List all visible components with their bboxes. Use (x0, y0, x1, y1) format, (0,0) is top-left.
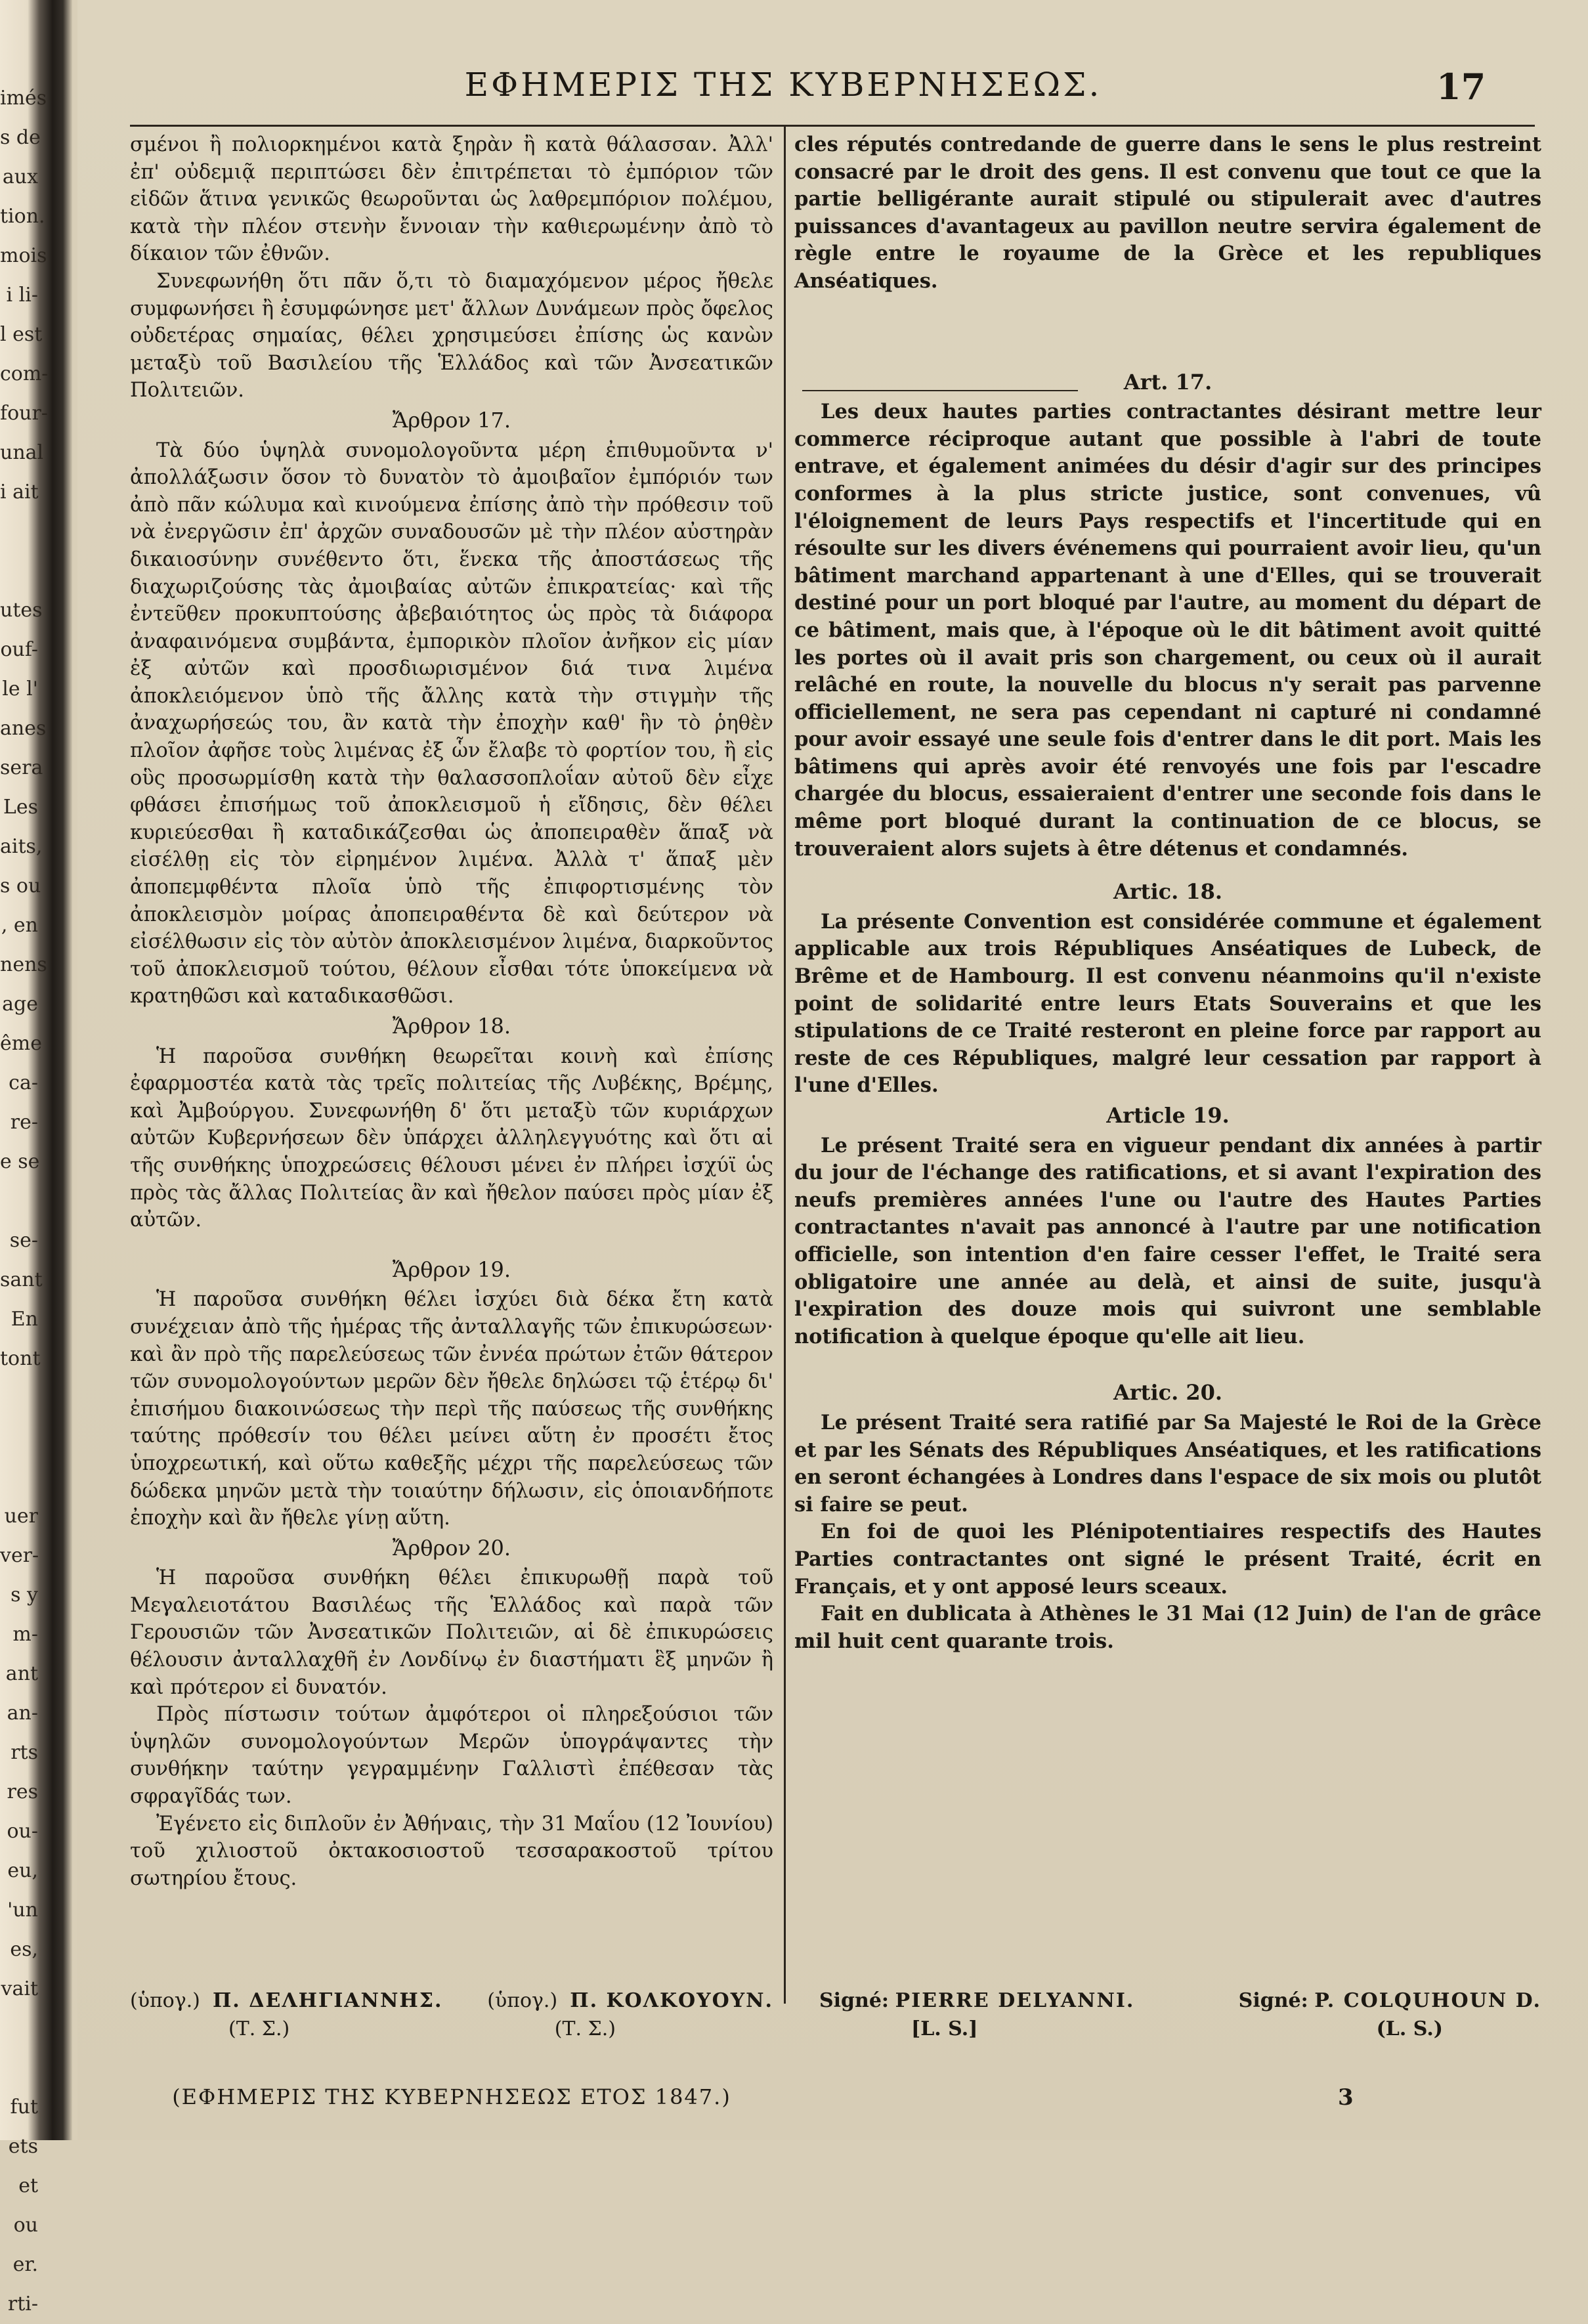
edge-fragment: se- (9, 1229, 38, 1252)
edge-fragment: four- (0, 402, 48, 425)
french-article-18-title: Artic. 18. (1113, 879, 1223, 905)
edge-fragment (0, 551, 38, 591)
greek-signatory-1: Π. ΔΕΛΗΓΙΑΝΝΗΣ. (212, 1989, 443, 2012)
column-divider (784, 126, 786, 2004)
edge-fragment (0, 1457, 38, 1497)
edge-fragment: ets (8, 2135, 38, 2158)
signature-number: 3 (1338, 2084, 1354, 2111)
french-article-20-title: Artic. 20. (1113, 1380, 1223, 1406)
edge-fragment: er. (12, 2253, 38, 2276)
edge-fragment: e se (0, 1150, 40, 1173)
edge-fragment: ême (0, 1032, 42, 1055)
edge-fragment: aux (2, 165, 38, 188)
french-seal-1: [L. S.] (911, 2017, 978, 2040)
french-article-20-paragraph-1: Le présent Traité sera ratifié par Sa Majesté le Roi de la Grèce et par les Sénats des Républiques Anséatiques, et les ratifications en seront échangées à Londres dans l'espace de six mois ou plutôt si faire se peut. (794, 1410, 1541, 1517)
edge-fragment: fut (10, 2096, 38, 2119)
greek-sign-label-1: (ὑπογ.) (130, 1989, 200, 2012)
french-article-17-text: Les deux hautes parties contractantes désirant mettre leur commerce réciproque autant que possible à l'abri de toute entrave, et également animées du désir d'agir sur des principes conformes à la plus stricte justice, sont convenues, vû l'éloignement de leurs Pays respectifs et l'incertitude qui en résoulte sur les divers événemens qui pourraient avoir lieu, qu'un bâtiment marchand appartenant à une d'Elles, qui se trouverait destiné pour un port bloqué par l'autre, au moment du départ de ce bâtiment, mais que, à l'époque où le dit bâtiment avoit quitté les portes où il avait pris son chargement, ou ceux où il aurait relâché en route, la nouvelle du blocus n'y serait pas parvenne officiellement, ne sera pas cependant ni capturé ni condamné pour avoir essayé une seule fois d'entrer dans le dit port. Mais les bâtimens qui après avoir été renvoyés une fois par l'escadre chargée du blocus, essaieraient d'entrer une seconde fois dans le même port bloqué durant la continuation de ce blocus, se trouveraient alors sujets à être détenus et condamnés. (794, 400, 1541, 861)
greek-seal-1: (Τ. Σ.) (228, 2017, 290, 2040)
greek-article-18-title: Ἄρθρον 18. (392, 1014, 511, 1039)
french-sign-label-1: Signé: (819, 1989, 890, 2012)
edge-fragment: s ou (0, 874, 41, 897)
edge-fragment: ver- (0, 1544, 39, 1567)
greek-signatory-2: Π. ΚΟΛΚΟΥΟΥΝ. (570, 1989, 773, 2012)
edge-fragment: imés (0, 87, 47, 110)
page-title: ΕΦΗΜΕΡΙΣ ΤΗΣ ΚΥΒΕΡΝΗΣΕΩΣ. (464, 66, 1102, 104)
french-seal-2: (L. S.) (1376, 2017, 1443, 2040)
edge-fragment: utes (0, 599, 43, 622)
greek-signatures (130, 1989, 773, 2040)
edge-fragment: sera (0, 756, 43, 779)
greek-article-18-text: Ἡ παροῦσα συνθήκη θεωρεῖται κοινὴ καὶ ἐπίσης ἐφαρμοστέα κατὰ τὰς τρεῖς πολιτείας τῆς Λυβέκης, Βρέμης, καὶ Ἀμβούργου. Συνεφωνήθη δ' ὅτι μεταξὺ τῶν κυριάρχων αὐτῶν Κυβερνήσεων δὲν ὑπάρχει ἀλληλεγγυότης καὶ ὅτι αἱ τῆς συνθήκης ὑποχρεώσεις θέλουσι μένει ἐν πλήρει ἰσχύϊ ὡς πρὸς τὰς ἄλλας Πολιτείας ἂν καὶ ἤθελον παύσει πρὸς μίαν ἐξ αὐτῶν. (130, 1044, 773, 1232)
edge-fragment: le l' (2, 678, 38, 700)
edge-fragment: mois (0, 244, 47, 267)
issue-footer: (ΕΦΗΜΕΡΙΣ ΤΗΣ ΚΥΒΕΡΝΗΣΕΩΣ ΕΤΟΣ 1847.) (172, 2084, 731, 2109)
edge-fragment: rts (11, 1741, 38, 1764)
french-signatures (819, 1989, 1541, 2040)
edge-fragment: ou (13, 2214, 38, 2237)
greek-article-20-paragraph-1: Ἡ παροῦσα συνθήκη θέλει ἐπικυρωθῇ παρὰ τοῦ Μεγαλειοτάτου Βασιλέως τῆς Ἑλλάδος καὶ παρὰ τῶν Γερουσιῶν τῶν Ἀνσεατικῶν Πολιτειῶν, αἱ δὲ ἐπικυρώσεις θέλουσιν ἀνταλλαχθῆ ἐν Λονδίνῳ ἐν διαστήματι ἓξ μηνῶν ἢ καὶ πρότερον εἰ δυνατόν. (130, 1566, 773, 1699)
edge-fragment: et (18, 2174, 38, 2197)
french-intro-paragraph: cles réputés contredande de guerre dans le sens le plus restreint consacré par le droit des gens. Il est convenu que tout ce que la partie belligérante aurait stipulé ou stipulerait avec d'autres puissances d'avantageux au pavillon neutre servira également de règle entre le royaume de la Grèce et les republiques Anséatiques. (794, 133, 1541, 293)
edge-fragment: es, (10, 1938, 38, 1961)
edge-fragment: i ait (0, 481, 39, 504)
edge-fragment: age (2, 993, 38, 1016)
french-article-19-title: Article 19. (1106, 1103, 1230, 1128)
edge-fragment (0, 1182, 38, 1221)
french-article-19-text: Le présent Traité sera en vigueur pendant dix années à partir du jour de l'échange des ratifications, et si avant l'expiration des neufs premières années l'une ou l'autre des Hautes Parties contractantes n'avait pas annoncé à l'autre par une notification officielle, son intention d'en faire cesser l'effet, le Traité sera obligatoire une année au delà, et ainsi de suite, jusqu'à l'expiration des douze mois qui suivront une semblable notification à quelque époque qu'elle ait lieu. (794, 1133, 1541, 1348)
edge-fragment: eu, (7, 1859, 38, 1882)
newspaper-page (77, 0, 1588, 2140)
edge-fragment: tont (0, 1347, 41, 1370)
greek-column (130, 131, 773, 1892)
greek-article-17-title: Ἄρθρον 17. (392, 407, 511, 433)
greek-article-19-title: Ἄρθρον 19. (392, 1257, 511, 1282)
edge-fragment: s de (0, 126, 41, 149)
greek-article-20-title: Ἄρθρον 20. (392, 1535, 511, 1560)
edge-fragment: sant (0, 1268, 43, 1291)
edge-fragment: res (7, 1780, 38, 1803)
edge-fragment: ou- (7, 1820, 38, 1843)
edge-fragment: aits, (0, 835, 43, 858)
edge-fragment: re- (10, 1111, 38, 1134)
french-signatory-1: PIERRE DELYANNI. (895, 1989, 1135, 2012)
edge-fragment (0, 2048, 38, 2088)
edge-fragment: s y (11, 1583, 38, 1606)
edge-fragment: m- (12, 1623, 38, 1646)
french-article-17-title: Art. 17. (1123, 369, 1212, 395)
edge-fragment: tion. (0, 205, 45, 228)
edge-fragment: an- (7, 1702, 38, 1725)
greek-seal-2: (Τ. Σ.) (554, 2017, 616, 2040)
edge-fragment: ouf- (0, 638, 38, 661)
greek-article-17-text: Τὰ δύο ὑψηλὰ συνομολογοῦντα μέρη ἐπιθυμοῦντα ν' ἀπολλάξωσιν ὅσον τὸ δυνατὸν τὸ ἀμοιβαῖον ἐμπόριόν των ἀπὸ πᾶν κώλυμα καὶ κινούμενα ἐπίσης ἀπὸ τὴν πρόθεσιν τοῦ νὰ ἐνεργῶσιν ἐπ' ἀρχῶν συναδουσῶν μὲ τὴν πλέον αὐστηρὰν δικαιοσύνην συνέθεντο ὅτι, ἕνεκα τῆς ἀποστάσεως τῆς διαχωριζούσης τὰς ἀμοιβαίας αὐτῶν ἐπικρατείας· καὶ τῆς ἐντεῦθεν προκυπτούσης ἀβεβαιότητος ὡς πρὸς τὰ διάφορα ἀναφαινόμενα συμβάντα, ἐμπορικὸν πλοῖον ἀνῆκον εἰς μίαν ἐξ αὐτῶν καὶ προσδιωρισμένον διά τινα λιμένα ἀποκλειόμενον ὑπὸ τῆς ἄλλης κατὰ τὴν στιγμὴν τῆς ἀναχωρήσεώς του, ἂν κατὰ τὴν ἐποχὴν καθ' ἣν τὸ ῥηθὲν πλοῖον ἀφῆσε τοὺς λιμένας ἐξ ὧν ἔλαβε τὸ φορτίον του, ἢ εἰς οὓς προσωρμίσθη κατὰ τὴν θαλασσοπλοΐαν αὐτοῦ δὲν εἶχε φθάσει ἐπισήμως τοῦ ἀποκλεισμοῦ ἡ εἴδησις, δὲν θέλει κυριεύεσθαι ἢ καταδικάζεσθαι ὡς ἀποπειραθὲν ἅπαξ νὰ εἰσέλθῃ εἰς τὸν εἰρημένον λιμένα. Ἀλλὰ τ' ἅπαξ μὲν ἀποπεμφθέντα πλοῖα ὑπὸ τῆς ἐπιφορτισμένης τὸν ἀποκλεισμὸν μοίρας ἀποπειραθέντα δὲ καὶ δεύτερον νὰ εἰσέλθωσιν εἰς τὸν αὐτὸν ἀποκλεισμένον λιμένα, διαρκοῦντος τοῦ ἀποκλεισμοῦ τούτου, θέλουν εἶσθαι τότε ὑποκείμενα νὰ κρατηθῶσι καὶ καταδικασθῶσι. (130, 439, 773, 1008)
french-article-20-paragraph-2: En foi de quoi les Plénipotentiaires respectifs des Hautes Parties contractantes ont signé le présent Traité, écrit en Français, et y ont apposé leurs sceaux. (794, 1520, 1541, 1599)
edge-fragment (0, 1418, 38, 1457)
edge-fragment (0, 512, 38, 551)
french-signatory-2: P. COLQUHOUN D. (1314, 1989, 1541, 2012)
greek-article-19-text: Ἡ παροῦσα συνθήκη θέλει ἰσχύει διὰ δέκα ἔτη κατὰ συνέχειαν ἀπὸ τῆς ἡμέρας τῆς ἀνταλλαγῆς τῶν ἐπικυρώσεων· καὶ ἂν πρὸ τῆς παρελεύσεως τῶν ἐννέα πρώτων ἐτῶν θάτερον τῶν συνομολογούντων μερῶν δὲν ἤθελε δηλώσει τῷ ἑτέρῳ δι' ἐπισήμου διακοινώσεως τὴν περὶ τῆς παύσεως τῆς συνθήκης ταύτης πρόθεσίν του θέλει μείνει αὕτη ἐν προσέτι ἔτος ὑποχρεωτική, καὶ οὕτω καθεξῆς μέχρι τῆς παρελεύσεως τῶν δώδεκα μηνῶν μετὰ τὴν τοιαύτην δήλωσιν, εἰς ὁποιανδήποτε ἐποχὴν καὶ ἂν ἤθελε γίνῃ αὕτη. (130, 1288, 773, 1530)
french-article-20-paragraph-3: Fait en dublicata à Athènes le 31 Mai (12 Juin) de l'an de grâce mil huit cent quarante trois. (794, 1602, 1541, 1653)
section-rule (802, 390, 1078, 391)
edge-fragment: l est (0, 323, 43, 346)
edge-fragment: uer (4, 1505, 38, 1528)
french-sign-label-2: Signé: (1238, 1989, 1308, 2012)
greek-article-20-paragraph-3: Ἐγένετο εἰς διπλοῦν ἐν Ἀθήναις, τὴν 31 Μαΐου (12 Ἰουνίου) τοῦ χιλιοστοῦ ὀκτακοσιοστοῦ τεσσαρακοστοῦ τρίτου σωτηρίου ἔτους. (130, 1812, 773, 1890)
edge-fragment: nens (0, 953, 47, 976)
greek-intro-paragraph-1: σμένοι ἢ πολιορκημένοι κατὰ ξηρὰν ἢ κατὰ θάλασσαν. Ἀλλ' ἐπ' οὐδεμιᾷ περιπτώσει δὲν ἐπιτρέπεται τὸ ἐμπόριον τῶν εἰδῶν ἅτινα γενικῶς θεωροῦνται ὡς λαθρεμπόριον πολέμου, κατὰ τὴν πλέον στενὴν ἔννοιαν τὴν καθιερωμένην ἀπὸ τὸ δίκαιον τῶν ἐθνῶν. (130, 133, 773, 266)
greek-intro-paragraph-2: Συνεφωνήθη ὅτι πᾶν ὅ,τι τὸ διαμαχόμενον μέρος ἤθελε συμφωνήσει ἢ ἐσυμφώνησε μετ' ἄλλων Δυνάμεων πρὸς ὄφελος οὐδετέρας σημαίας, θέλει χρησιμεύσει ἐπίσης ὡς κανὼν μεταξὺ τοῦ Βασιλείου τῆς Ἑλλάδος καὶ τῶν Ἀνσεατικῶν Πολιτειῶν. (130, 269, 773, 402)
edge-fragment: 'un (7, 1899, 38, 1922)
edge-fragment: rti- (7, 2292, 38, 2315)
edge-fragment (0, 1379, 38, 1418)
edge-fragment: ant (5, 1662, 38, 1685)
edge-fragment: anes (0, 717, 47, 740)
previous-page-edge (0, 79, 49, 2315)
french-column (794, 131, 1541, 1655)
edge-fragment: Les (3, 796, 38, 819)
greek-article-20-paragraph-2: Πρὸς πίστωσιν τούτων ἀμφότεροι οἱ πληρεξούσιοι τῶν ὑψηλῶν συνομολογούντων Μερῶν ὑπογράψαντες τὴν συνθήκην ταύτην γεγραμμένην Γαλλιστὶ ἐπέθεσαν τὰς σφραγῖδάς των. (130, 1703, 773, 1809)
edge-fragment: com- (0, 362, 49, 385)
edge-fragment: ca- (9, 1071, 38, 1094)
edge-fragment (0, 2009, 38, 2048)
french-article-18-text: La présente Convention est considérée commune et également applicable aux trois Républiques Anséatiques de Lubeck, de Brême et de Hambourg. Il est convenu néanmoins qu'il n'existe point de solidarité entre leurs Etats Souverains et que les stipulations de ce Traité resteront en pleine force par rapport au reste de ces Républiques, malgré leur cessation par rapport à l'une d'Elles. (794, 909, 1541, 1098)
greek-sign-label-2: (ὑπογ.) (487, 1989, 558, 2012)
header-rule (130, 125, 1535, 127)
edge-fragment: unal (0, 441, 44, 464)
page-number: 17 (1436, 66, 1486, 108)
edge-fragment: , en (1, 914, 38, 937)
edge-fragment: vait (1, 1977, 38, 2000)
edge-fragment: En (11, 1308, 38, 1331)
edge-fragment: i li- (6, 284, 38, 307)
